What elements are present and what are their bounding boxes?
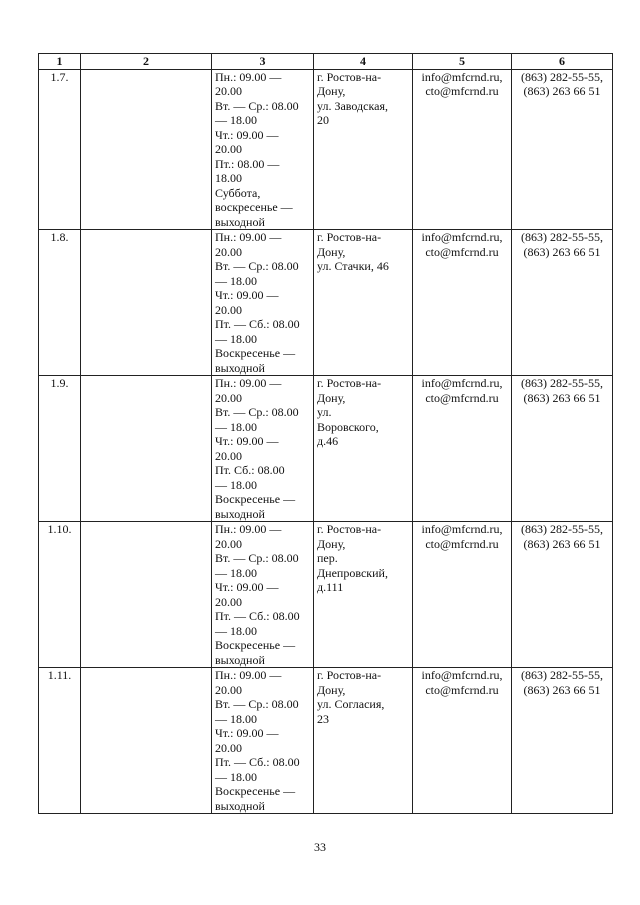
hours-line: выходной bbox=[215, 652, 265, 667]
address-line: Дону, bbox=[317, 536, 346, 551]
address-cell bbox=[314, 376, 413, 522]
hours-line: Чт.: 09.00 — bbox=[215, 580, 279, 594]
hours-line: Вт. — Ср.: 08.00 bbox=[215, 98, 299, 113]
row-number-cell: 1.9. bbox=[39, 376, 81, 522]
address-line: ул. bbox=[317, 405, 332, 419]
hours-line: Воскресенье — bbox=[215, 346, 296, 360]
column-2-cell bbox=[81, 69, 212, 230]
column-2-cell bbox=[81, 230, 212, 376]
phone-cell bbox=[512, 668, 613, 814]
email-line: cto@mfcrnd.ru bbox=[425, 682, 499, 697]
hours-line: Пт. — Сб.: 08.00 bbox=[215, 755, 300, 769]
address-cell bbox=[314, 522, 413, 668]
email-line: cto@mfcrnd.ru bbox=[425, 390, 499, 405]
hours-line: — 18.00 bbox=[215, 331, 257, 346]
page-number: 33 bbox=[314, 840, 326, 854]
column-2-cell bbox=[81, 668, 212, 814]
address-line: Дону, bbox=[317, 244, 346, 259]
address-line: г. Ростов-на- bbox=[317, 668, 382, 682]
column-2-cell bbox=[81, 522, 212, 668]
phone-line: (863) 282-55-55, bbox=[521, 69, 603, 84]
address-line: г. Ростов-на- bbox=[317, 522, 382, 536]
hours-line: — 18.00 bbox=[215, 769, 257, 784]
email-cell bbox=[413, 522, 512, 668]
hours-line: 20.00 bbox=[215, 142, 242, 156]
hours-line: 20.00 bbox=[215, 302, 242, 317]
hours-line: Чт.: 09.00 — bbox=[215, 127, 279, 142]
row-number-cell: 1.10. bbox=[39, 522, 81, 668]
header-col-4: 4 bbox=[314, 54, 413, 70]
hours-line: Воскресенье — bbox=[215, 638, 296, 652]
email-cell bbox=[413, 230, 512, 376]
hours-line: 20.00 bbox=[215, 536, 242, 551]
hours-line: 20.00 bbox=[215, 740, 242, 755]
phone-line: (863) 282-55-55, bbox=[521, 230, 603, 244]
hours-line: — 18.00 bbox=[215, 477, 257, 492]
column-2-cell bbox=[81, 376, 212, 522]
address-line: ул. Заводская, bbox=[317, 98, 388, 113]
address-line: пер. bbox=[317, 551, 338, 565]
hours-line: выходной bbox=[215, 360, 265, 375]
phone-cell bbox=[512, 69, 613, 230]
address-line: д.46 bbox=[317, 434, 339, 448]
header-row bbox=[39, 54, 613, 70]
address-line: Воровского, bbox=[317, 419, 379, 434]
hours-line: Суббота, bbox=[215, 185, 261, 200]
hours-line: — 18.00 bbox=[215, 623, 257, 638]
hours-line: 18.00 bbox=[215, 171, 242, 185]
working-hours-cell bbox=[212, 668, 314, 814]
phone-line: (863) 282-55-55, bbox=[521, 668, 603, 682]
email-line: info@mfcrnd.ru, bbox=[421, 668, 503, 682]
table-row bbox=[39, 376, 613, 522]
row-number-cell: 1.8. bbox=[39, 230, 81, 376]
address-line: ул. Стачки, 46 bbox=[317, 259, 389, 273]
hours-line: Пт. — Сб.: 08.00 bbox=[215, 317, 300, 331]
hours-line: — 18.00 bbox=[215, 419, 257, 434]
table-row bbox=[39, 522, 613, 668]
hours-line: Вт. — Ср.: 08.00 bbox=[215, 551, 299, 565]
hours-line: Вт. — Ср.: 08.00 bbox=[215, 259, 299, 273]
address-line: 20 bbox=[317, 113, 329, 127]
address-line: г. Ростов-на- bbox=[317, 376, 382, 390]
hours-line: Пн.: 09.00 — bbox=[215, 230, 282, 244]
hours-line: Вт. — Ср.: 08.00 bbox=[215, 697, 299, 711]
hours-line: Пт. Сб.: 08.00 bbox=[215, 463, 285, 477]
working-hours-cell bbox=[212, 230, 314, 376]
hours-line: Пн.: 09.00 — bbox=[215, 376, 282, 390]
email-cell bbox=[413, 376, 512, 522]
hours-line: Воскресенье — bbox=[215, 784, 296, 798]
address-line: Дону, bbox=[317, 390, 346, 405]
address-line: ул. Согласия, bbox=[317, 697, 385, 711]
address-line: г. Ростов-на- bbox=[317, 230, 382, 244]
phone-line: (863) 282-55-55, bbox=[521, 522, 603, 536]
phone-line: (863) 263 66 51 bbox=[523, 244, 601, 259]
phone-cell bbox=[512, 522, 613, 668]
phone-line: (863) 263 66 51 bbox=[523, 682, 601, 697]
email-cell bbox=[413, 668, 512, 814]
working-hours-cell bbox=[212, 376, 314, 522]
header-col-3: 3 bbox=[212, 54, 314, 70]
table-row bbox=[39, 230, 613, 376]
hours-line: 20.00 bbox=[215, 594, 242, 609]
hours-line: Вт. — Ср.: 08.00 bbox=[215, 405, 299, 419]
office-table bbox=[38, 53, 613, 814]
hours-line: — 18.00 bbox=[215, 711, 257, 726]
hours-line: Воскресенье — bbox=[215, 492, 296, 506]
phone-cell bbox=[512, 230, 613, 376]
hours-line: Пн.: 09.00 — bbox=[215, 522, 282, 536]
hours-line: Пт.: 08.00 — bbox=[215, 156, 280, 171]
email-line: info@mfcrnd.ru, bbox=[421, 69, 503, 84]
address-cell bbox=[314, 69, 413, 230]
phone-line: (863) 263 66 51 bbox=[523, 390, 601, 405]
address-line: Дону, bbox=[317, 682, 346, 697]
phone-line: (863) 282-55-55, bbox=[521, 376, 603, 390]
hours-line: Пн.: 09.00 — bbox=[215, 668, 282, 682]
hours-line: Пн.: 09.00 — bbox=[215, 69, 282, 84]
hours-line: — 18.00 bbox=[215, 565, 257, 580]
hours-line: Чт.: 09.00 — bbox=[215, 288, 279, 302]
row-number-cell: 1.11. bbox=[39, 668, 81, 814]
hours-line: 20.00 bbox=[215, 448, 242, 463]
address-cell bbox=[314, 668, 413, 814]
address-line: г. Ростов-на- bbox=[317, 69, 382, 84]
hours-line: выходной bbox=[215, 798, 265, 813]
email-cell bbox=[413, 69, 512, 230]
phone-line: (863) 263 66 51 bbox=[523, 536, 601, 551]
header-col-6: 6 bbox=[512, 54, 613, 70]
address-line: Дону, bbox=[317, 84, 346, 98]
phone-line: (863) 263 66 51 bbox=[523, 84, 601, 98]
hours-line: Чт.: 09.00 — bbox=[215, 726, 279, 740]
header-col-2: 2 bbox=[81, 54, 212, 70]
hours-line: 20.00 bbox=[215, 682, 242, 697]
email-line: info@mfcrnd.ru, bbox=[421, 230, 503, 244]
email-line: info@mfcrnd.ru, bbox=[421, 522, 503, 536]
header-col-5: 5 bbox=[413, 54, 512, 70]
working-hours-cell bbox=[212, 522, 314, 668]
hours-line: выходной bbox=[215, 214, 265, 229]
hours-line: 20.00 bbox=[215, 390, 242, 405]
row-number-cell: 1.7. bbox=[39, 69, 81, 230]
address-line: д.111 bbox=[317, 580, 344, 594]
hours-line: воскресенье — bbox=[215, 200, 293, 214]
working-hours-cell bbox=[212, 69, 314, 230]
hours-line: 20.00 bbox=[215, 84, 242, 98]
phone-cell bbox=[512, 376, 613, 522]
email-line: cto@mfcrnd.ru bbox=[425, 536, 499, 551]
hours-line: Пт. — Сб.: 08.00 bbox=[215, 609, 300, 623]
table-row bbox=[39, 668, 613, 814]
email-line: cto@mfcrnd.ru bbox=[425, 84, 499, 98]
address-line: Днепровский, bbox=[317, 565, 388, 580]
hours-line: Чт.: 09.00 — bbox=[215, 434, 279, 448]
hours-line: выходной bbox=[215, 506, 265, 521]
table-row bbox=[39, 69, 613, 230]
hours-line: — 18.00 bbox=[215, 273, 257, 288]
hours-line: 20.00 bbox=[215, 244, 242, 259]
email-line: info@mfcrnd.ru, bbox=[421, 376, 503, 390]
header-col-1: 1 bbox=[39, 54, 81, 70]
address-line: 23 bbox=[317, 711, 329, 726]
email-line: cto@mfcrnd.ru bbox=[425, 244, 499, 259]
hours-line: — 18.00 bbox=[215, 113, 257, 127]
address-cell bbox=[314, 230, 413, 376]
